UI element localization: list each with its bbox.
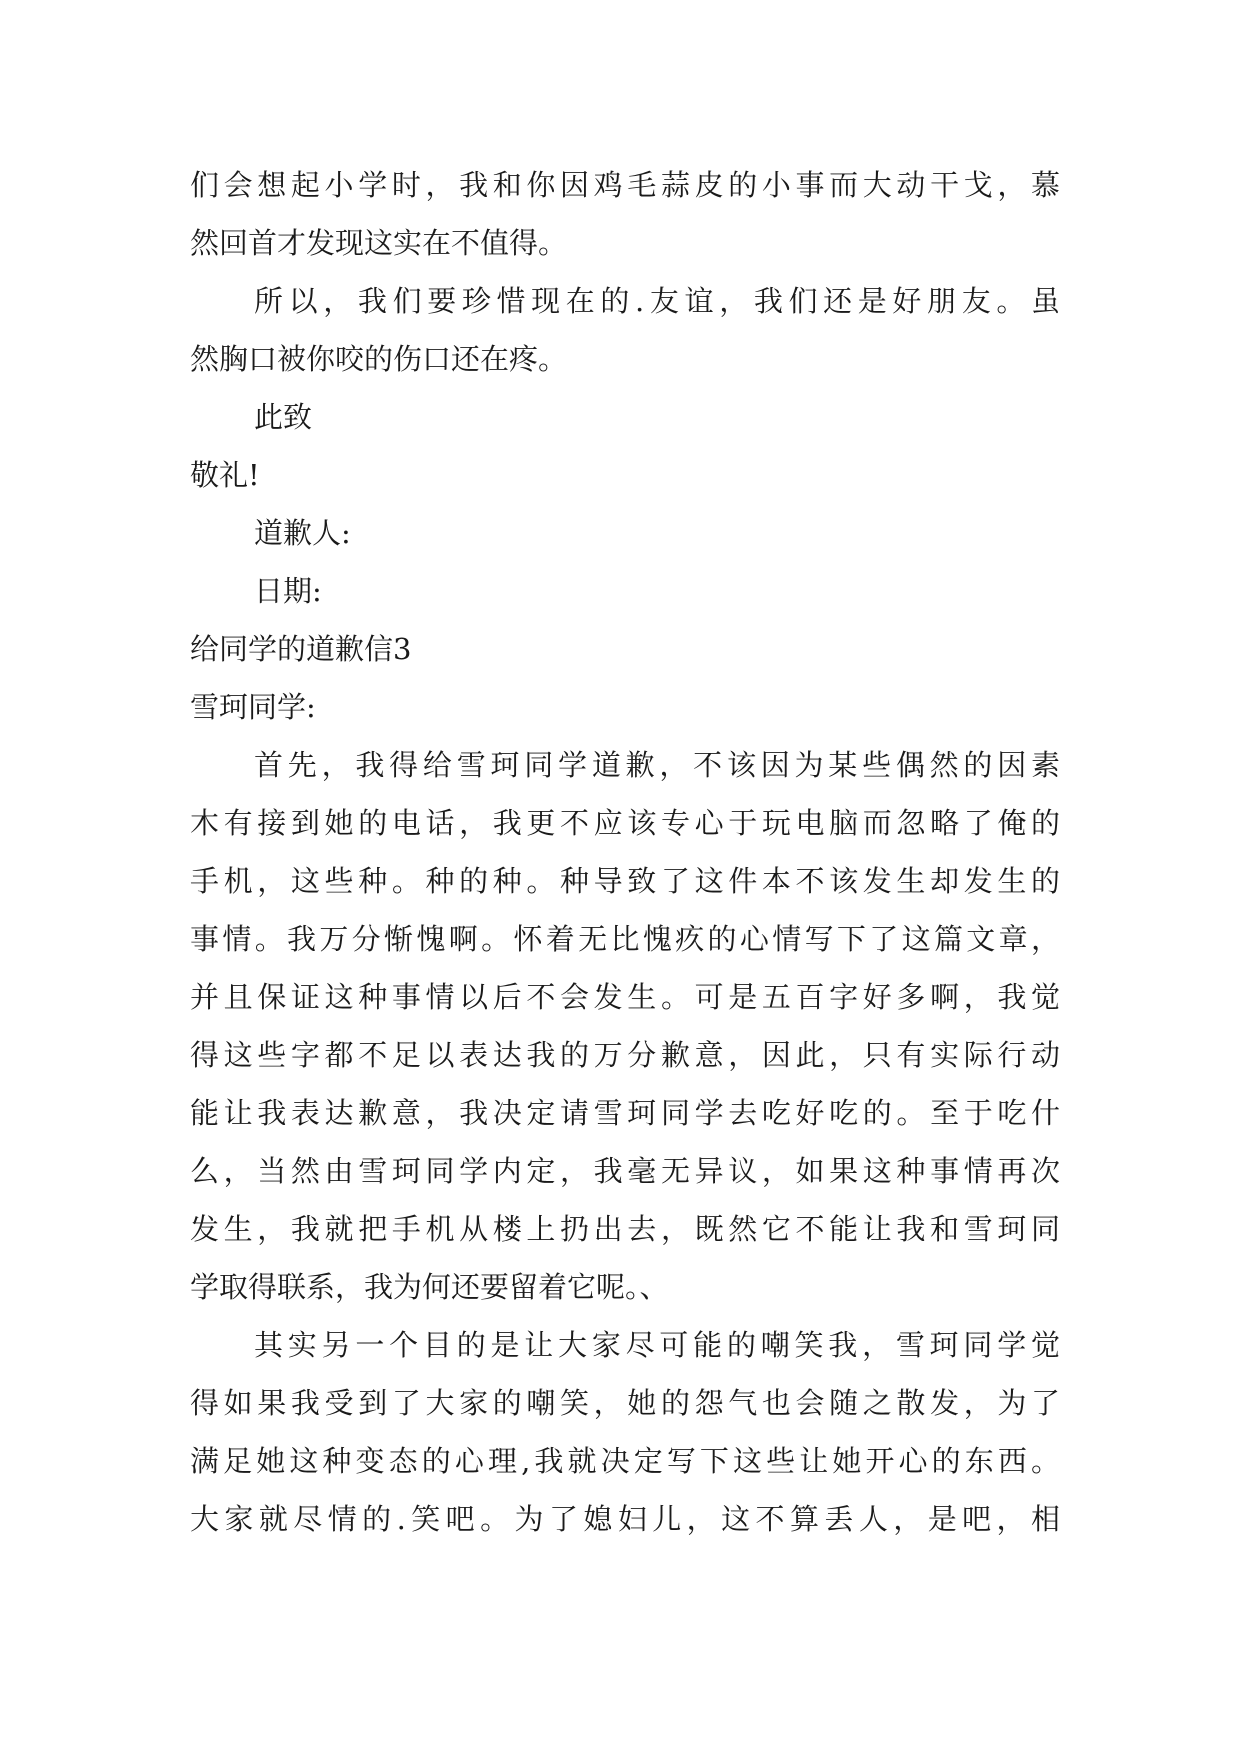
text-line: 木有接到她的电话，我更不应该专心于玩电脑而忽略了俺的 — [190, 806, 1060, 840]
text-line: 然胸口被你咬的伤口还在疼。 — [190, 342, 568, 376]
text-line: 满足她这种变态的心理,我就决定写下这些让她开心的东西。 — [190, 1444, 1060, 1478]
paragraph-first-line: 其实另一个目的是让大家尽可能的嘲笑我，雪珂同学觉 — [254, 1328, 1060, 1362]
text-line: 得这些字都不足以表达我的万分歉意，因此，只有实际行动 — [190, 1038, 1060, 1072]
letter-greeting: 雪珂同学: — [190, 690, 316, 724]
text-line: 发生，我就把手机从楼上扔出去，既然它不能让我和雪珂同 — [190, 1212, 1060, 1246]
text-line: 能让我表达歉意，我决定请雪珂同学去吃好吃的。至于吃什 — [190, 1096, 1060, 1130]
text-line: 么，当然由雪珂同学内定，我毫无异议，如果这种事情再次 — [190, 1154, 1060, 1188]
letter-body — [190, 156, 1060, 1548]
paragraph-first-line: 首先，我得给雪珂同学道歉，不该因为某些偶然的因素 — [254, 748, 1060, 782]
text-line: 并且保证这种事情以后不会发生。可是五百字好多啊，我觉 — [190, 980, 1060, 1014]
closing-salutation: 此致 — [254, 400, 313, 434]
text-line: 然回首才发现这实在不值得。 — [190, 226, 568, 260]
text-line: 学取得联系，我为何还要留着它呢。、 — [190, 1270, 669, 1304]
text-line: 大家就尽情的.笑吧。为了媳妇儿，这不算丢人，是吧，相 — [190, 1502, 1060, 1536]
text-line: 们会想起小学时，我和你因鸡毛蒜皮的小事而大动干戈，慕 — [190, 168, 1060, 202]
signature-label: 道歉人: — [254, 516, 351, 550]
text-line: 手机，这些种。种的种。种导致了这件本不该发生却发生的 — [190, 864, 1060, 898]
text-line: 事情。我万分惭愧啊。怀着无比愧疚的心情写下了这篇文章， — [190, 922, 1060, 956]
date-label: 日期: — [254, 574, 322, 608]
closing-regards: 敬礼! — [190, 458, 260, 492]
section-title: 给同学的道歉信3 — [190, 632, 412, 666]
text-line: 得如果我受到了大家的嘲笑，她的怨气也会随之散发，为了 — [190, 1386, 1060, 1420]
paragraph-first-line: 所以，我们要珍惜现在的.友谊，我们还是好朋友。虽 — [254, 284, 1060, 318]
